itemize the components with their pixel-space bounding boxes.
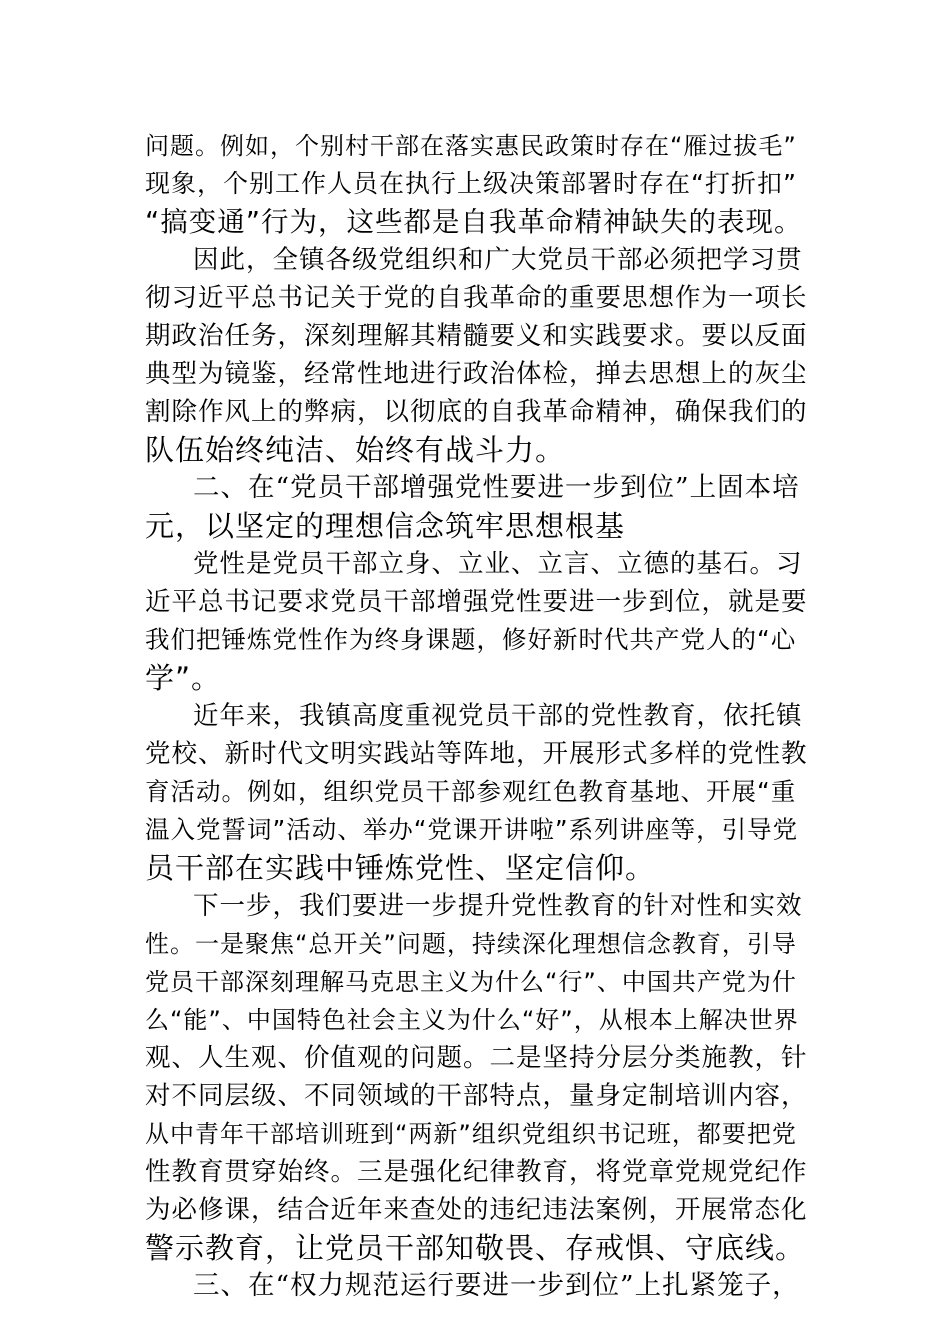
- body-text-line: 彻习近平总书记关于党的自我革命的重要思想作为一项长: [145, 283, 808, 313]
- body-text-line: 割除作风上的弊病，以彻底的自我革命精神，确保我们的: [145, 397, 808, 427]
- section-heading-2-cont: 元，以坚定的理想信念筑牢思想根基: [145, 509, 626, 543]
- body-text-line: 队伍始终纯洁、始终有战斗力。: [145, 433, 566, 467]
- body-text-line: 警示教育，让党员干部知敬畏、存戒惧、守底线。: [145, 1231, 806, 1265]
- body-text-line: 我们把锤炼党性作为终身课题，修好新时代共产党人的“心: [145, 625, 797, 654]
- body-text-line: 么“能”、中国特色社会主义为什么“好”，从根本上解决世界: [145, 1006, 799, 1034]
- body-text-line: 温入党誓词”活动、举办“党课开讲啦”系列讲座等，引导党: [145, 815, 799, 844]
- body-text-line: 典型为镜鉴，经常性地进行政治体检，掸去思想上的灰尘: [145, 359, 808, 389]
- section-heading-2: 二、在“党员干部增强党性要进一步到位”上固本培: [193, 472, 800, 503]
- paragraph-first-line: 党性是党员干部立身、立业、立言、立德的基石。习: [193, 549, 803, 579]
- body-text-line: 员干部在实践中锤炼党性、坚定信仰。: [145, 851, 656, 885]
- paragraph-first-line: 因此，全镇各级党组织和广大党员干部必须把学习贯: [193, 245, 803, 275]
- paragraph-first-line: 下一步，我们要进一步提升党性教育的针对性和实效: [193, 891, 803, 921]
- body-text-line: 育活动。例如，组织党员干部参观红色教育基地、开展“重: [145, 777, 797, 806]
- body-text-line: 性。一是聚焦“总开关”问题，持续深化理想信念教育，引导: [145, 930, 797, 958]
- body-text-line: 近平总书记要求党员干部增强党性要进一步到位，就是要: [145, 587, 808, 617]
- body-text-line: 学”。: [145, 661, 222, 695]
- body-text-line: “搞变通”行为，这些都是自我革命精神缺失的表现。: [145, 206, 803, 238]
- body-text-line: 对不同层级、不同领域的干部特点，量身定制培训内容，: [145, 1081, 808, 1111]
- body-text-line: 从中青年干部培训班到“两新”组织党组织书记班，都要把党: [145, 1120, 797, 1148]
- body-text-line: 观、人生观、价值观的问题。二是坚持分层分类施教，针: [145, 1043, 808, 1073]
- body-text-line: 党员干部深刻理解马克思主义为什么“行”、中国共产党为什: [145, 968, 797, 996]
- body-text-line: 期政治任务，深刻理解其精髓要义和实践要求。要以反面: [145, 321, 808, 351]
- body-text-line: 性教育贯穿始终。三是强化纪律教育，将党章党规党纪作: [145, 1157, 808, 1187]
- body-text-line: 党校、新时代文明实践站等阵地，开展形式多样的党性教: [145, 739, 808, 769]
- body-text-line: 现象，个别工作人员在执行上级决策部署时存在“打折扣”: [145, 169, 797, 198]
- paragraph-first-line: 近年来，我镇高度重视党员干部的党性教育，依托镇: [193, 701, 803, 731]
- section-heading-3: 三、在“权力规范运行要进一步到位”上扎紧笼子，: [193, 1270, 800, 1301]
- body-text-line: 问题。例如，个别村干部在落实惠民政策时存在“雁过拔毛”: [145, 132, 797, 160]
- body-text-line: 为必修课，结合近年来查处的违纪违法案例，开展常态化: [145, 1195, 808, 1225]
